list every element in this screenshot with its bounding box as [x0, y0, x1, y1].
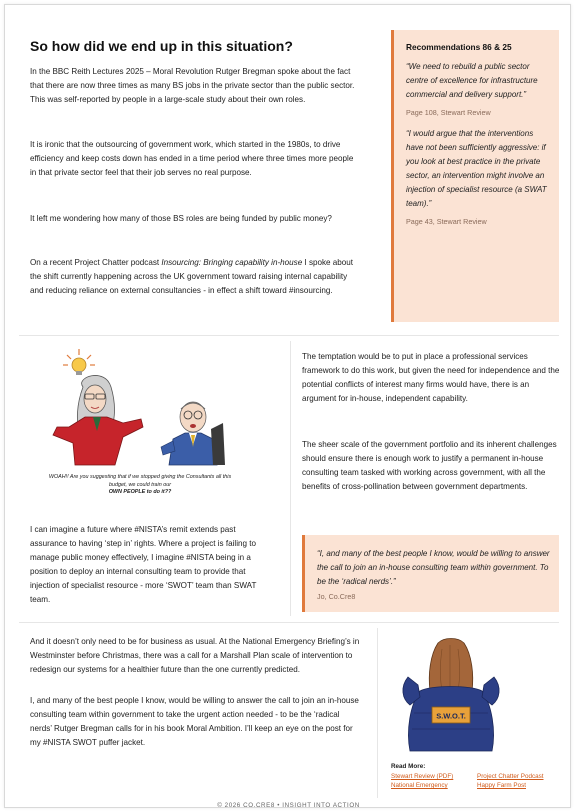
caption-end: to do it?? — [145, 489, 172, 495]
pull-quote-text: “I, and many of the best people I know, would be willing to answer the call to join an in-house consulting team within government. To be the ‘radical nerds’.” — [317, 549, 550, 586]
podcast-title: Insourcing: Bringing capability in-house — [161, 258, 303, 267]
consultants-cartoon-illustration — [45, 347, 245, 475]
intro-paragraph-1: In the BBC Reith Lectures 2025 – Moral Revolution Rutger Bregman spoke about the fact that there are now three times as many BS jobs in the private sector than the public sector. This was self-reported by people in a large-scale study about their own roles. — [30, 67, 355, 104]
section-heading: So how did we end up in this situation? — [30, 38, 293, 54]
read-more-section — [391, 763, 561, 789]
jacket-label: S.W.O.T. — [436, 711, 466, 721]
page-footer: © 2026 CO.CRE8 • INSIGHT INTO ACTION — [217, 802, 360, 809]
recommendation-cite-1: Page 108, Stewart Review — [406, 108, 491, 117]
newsletter-page — [4, 4, 571, 808]
column-divider — [377, 628, 378, 798]
recommendations-heading: Recommendations 86 & 25 — [406, 42, 512, 52]
recommendation-cite-2: Page 43, Stewart Review — [406, 217, 487, 226]
column-divider — [290, 341, 291, 616]
link-project-chatter-podcast[interactable]: Project Chatter Podcast — [477, 773, 544, 780]
right-paragraph-2: The sheer scale of the government portfolio and its inherent challenges should ensure there is enough work to justify a permanent in-house consulting team tasked with working across government, with all the benefits of cross-pollination between government departments. — [302, 440, 557, 491]
link-happy-farm-post[interactable]: Happy Farm Post — [477, 782, 526, 789]
recommendations-callout — [391, 30, 559, 322]
podcast-text-after: I spoke about the shift currently happening across the UK government toward raising internal capability and reducing reliance on external consultancies - in effect a shift toward #insourcing. — [30, 258, 354, 295]
recommendation-quote-1: “We need to rebuild a public sector centre of excellence for infrastructure commercial and delivery support.” — [406, 62, 538, 99]
nista-paragraph: I can imagine a future where #NISTA’s remit extends past assurance to having ‘step in’ rights. Where a project is failing to manage public money effectively, I imagine #NISTA being in a position to deploy an internal consulting team to provide that injection of specialist resource - more ‘SWOT’ team than SWAT team. — [30, 525, 257, 604]
link-stewart-review[interactable]: Stewart Review (PDF) — [391, 773, 454, 780]
pull-quote-cite: Jo, Co.Cre8 — [317, 592, 356, 601]
caption-emphasis: OWN PEOPLE — [108, 489, 146, 495]
lightbulb-icon — [63, 349, 95, 375]
right-paragraph-1: The temptation would be to put in place a professional services framework to do this work, but given the need for independence and the potential conflicts of interest many firms would have, there is an argument for in-house, independent capability. — [302, 352, 560, 403]
podcast-paragraph — [30, 256, 356, 298]
recommendation-quote-2: “I would argue that the interventions have not been sufficiently aggressive: if you look at best practice in the private sector, an intervention might involve an injection of specialist resource (a SWAT team).” — [406, 129, 547, 208]
link-national-emergency[interactable]: National Emergency — [391, 782, 448, 789]
closing-paragraph-2: I, and many of the best people I know, would be willing to answer the call to join an in-house consulting team within government to take the urgent action needed - to be the ‘radical nerds’ Rutger Bregman calls for in his book Moral Ambition. I’ll keep an eye on the post for my #NISTA SWOT puffer jacket. — [30, 696, 359, 747]
caption-text: WOAH!! Are you suggesting that if we stopped giving the Consultants all this budget, we could train our — [48, 474, 232, 488]
podcast-text-before: On a recent Project Chatter podcast — [30, 258, 162, 267]
divider — [19, 335, 559, 336]
divider — [19, 622, 559, 623]
intro-paragraph-3: It left me wondering how many of those BS roles are being funded by public money? — [30, 214, 332, 223]
closing-paragraph-1: And it doesn’t only need to be for business as usual. At the National Emergency Briefing’s in Westminster before Christmas, there was a call for a Marshall Plan scale of intervention to redesign our systems for a healthier future than the one currently predicted. — [30, 637, 360, 674]
swot-jacket-illustration — [400, 635, 502, 753]
pull-quote-box — [302, 535, 559, 612]
intro-paragraph-2: It is ironic that the outsourcing of government work, which started in the 1980s, to drive efficiency and keep costs down has ended in a time period where three times more people in that private sector feel that their job serves no real purpose. — [30, 140, 354, 177]
read-more-title: Read More: — [391, 763, 426, 770]
cartoon-caption — [45, 474, 235, 497]
